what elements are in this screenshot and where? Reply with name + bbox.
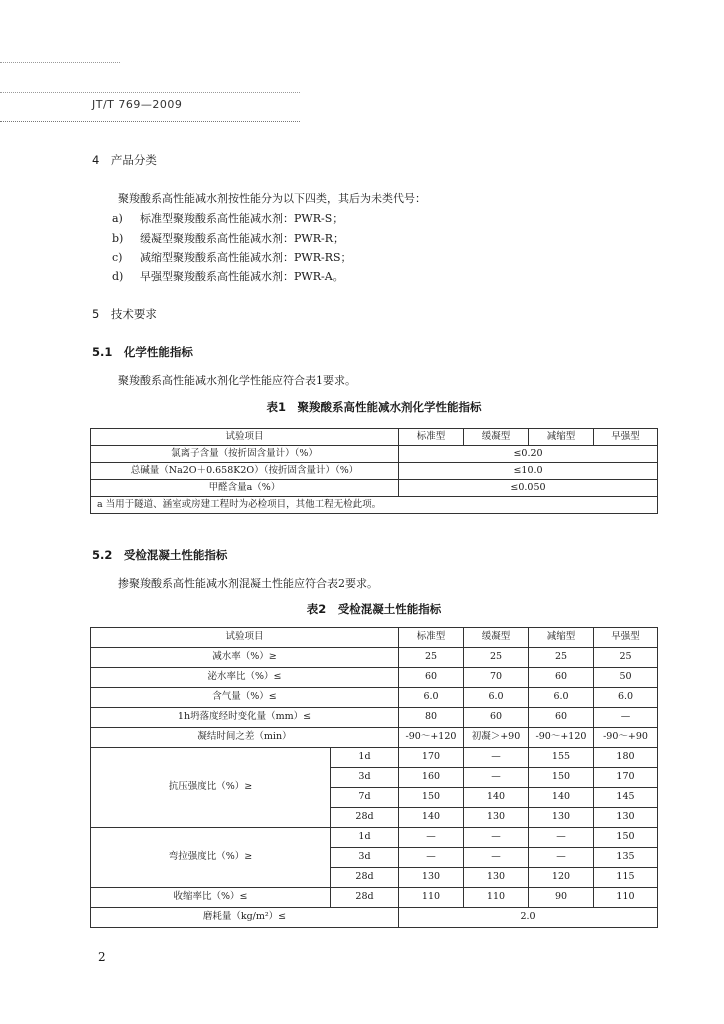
value-cell: 140 [464,788,529,808]
scan-artifact [0,92,300,93]
item-cell: 含气量（%）≤ [91,688,399,708]
value-cell: — [464,768,529,788]
item-cell: 总碱量（Na2O＋0.658K2O）（按折固含量计）（%） [91,463,399,480]
value-cell: — [464,848,529,868]
item-cell: 氯离子含量（按折固含量计）（%） [91,446,399,463]
table-row [91,668,658,688]
value-cell: 110 [399,888,464,908]
age-cell: 3d [331,768,399,788]
list-text: 标准型聚羧酸系高性能减水剂：PWR-S； [140,212,344,225]
list-text: 早强型聚羧酸系高性能减水剂：PWR-A。 [140,270,344,283]
header-cell: 减缩型 [529,628,594,648]
header-cell: 早强型 [594,429,658,446]
value-cell: 6.0 [594,688,658,708]
value-cell: -90～+120 [399,728,464,748]
value-cell: ≤0.050 [399,480,658,497]
table-row [91,828,658,848]
value-cell: -90～+120 [529,728,594,748]
list-text: 缓凝型聚羧酸系高性能减水剂：PWR-R； [140,232,344,245]
value-cell: 180 [594,748,658,768]
value-cell: 90 [529,888,594,908]
value-cell: 60 [464,708,529,728]
list-marker: a) [112,212,123,225]
page-number: 2 [98,950,106,964]
age-cell: 3d [331,848,399,868]
value-cell: 25 [399,648,464,668]
list-marker: c) [112,251,123,264]
value-cell: 130 [529,808,594,828]
value-cell: 150 [594,828,658,848]
table-row [91,480,658,497]
item-cell: 1h坍落度经时变化量（mm）≤ [91,708,399,728]
list-item [112,249,352,265]
table-row [91,728,658,748]
value-cell: 140 [399,808,464,828]
list-item [112,230,344,246]
table-header-row [91,628,658,648]
age-cell: 1d [331,828,399,848]
value-cell: — [399,828,464,848]
value-cell: 60 [529,708,594,728]
header-cell: 早强型 [594,628,658,648]
value-cell: — [464,748,529,768]
table-row [91,748,658,768]
group-label-cell: 弯拉强度比（%）≥ [91,828,331,888]
item-cell: 甲醛含量a（%） [91,480,399,497]
table-header-row [91,429,658,446]
value-cell: 135 [594,848,658,868]
age-cell: 7d [331,788,399,808]
age-cell: 28d [331,868,399,888]
value-cell: 120 [529,868,594,888]
table-row [91,708,658,728]
value-cell: 初凝＞+90 [464,728,529,748]
value-cell: 130 [464,868,529,888]
header-cell: 标准型 [399,429,464,446]
value-cell: 70 [464,668,529,688]
table-2-caption: 表2 受检混凝土性能指标 [306,602,442,616]
section-4-heading: 4 产品分类 [92,153,157,167]
table-1 [90,428,658,514]
value-cell: — [594,708,658,728]
age-cell: 1d [331,748,399,768]
value-cell: 50 [594,668,658,688]
item-cell: 凝结时间之差（min） [91,728,399,748]
value-cell: — [529,828,594,848]
value-cell: 115 [594,868,658,888]
value-cell: 60 [529,668,594,688]
list-text: 减缩型聚羧酸系高性能减水剂：PWR-RS； [140,251,352,264]
value-cell: 150 [399,788,464,808]
value-cell: 130 [464,808,529,828]
section-5-2-text: 掺聚羧酸系高性能减水剂混凝土性能应符合表2要求。 [118,577,378,590]
header-rule [0,121,300,122]
table-row [91,648,658,668]
value-cell: 170 [399,748,464,768]
value-cell: — [399,848,464,868]
table-row [91,888,658,908]
standard-number: JT/T 769—2009 [92,98,183,111]
header-cell: 试验项目 [91,429,399,446]
age-cell: 28d [331,808,399,828]
value-cell: 130 [399,868,464,888]
list-item [112,210,343,226]
list-item [112,268,344,284]
age-cell: 28d [331,888,399,908]
table-row [91,446,658,463]
value-cell: 25 [464,648,529,668]
item-cell: 磨耗量（kg/m²）≤ [91,908,399,928]
section-4-intro: 聚羧酸系高性能减水剂按性能分为以下四类，其后为未类代号： [118,192,426,205]
value-cell: ≤10.0 [399,463,658,480]
table-note: a 当用于隧道、涵室或房建工程时为必检项目，其他工程无检此项。 [91,497,658,514]
table-row [91,908,658,928]
scan-artifact [0,62,120,63]
value-cell: 80 [399,708,464,728]
value-cell: — [464,828,529,848]
header-cell: 缓凝型 [464,628,529,648]
value-cell: 160 [399,768,464,788]
table-note-row [91,497,658,514]
value-cell: -90～+90 [594,728,658,748]
value-cell: 110 [464,888,529,908]
item-cell: 减水率（%）≥ [91,648,399,668]
value-cell: 140 [529,788,594,808]
item-cell: 泌水率比（%）≤ [91,668,399,688]
table-1-caption: 表1 聚羧酸系高性能减水剂化学性能指标 [266,400,482,414]
header-cell: 缓凝型 [464,429,529,446]
section-5-1-text: 聚羧酸系高性能减水剂化学性能应符合表1要求。 [118,374,356,387]
value-cell: ≤0.20 [399,446,658,463]
value-cell: 60 [399,668,464,688]
group-label-cell: 抗压强度比（%）≥ [91,748,331,828]
header-cell: 减缩型 [529,429,594,446]
table-row [91,688,658,708]
value-cell: 155 [529,748,594,768]
section-5-heading: 5 技术要求 [92,307,157,321]
value-cell: 6.0 [464,688,529,708]
value-cell: 2.0 [399,908,658,928]
value-cell: 25 [529,648,594,668]
value-cell: 145 [594,788,658,808]
value-cell: 6.0 [399,688,464,708]
section-5-2-heading: 5.2 受检混凝土性能指标 [92,548,228,562]
section-5-1-heading: 5.1 化学性能指标 [92,345,193,359]
list-marker: b) [112,232,124,245]
table-2 [90,627,658,928]
list-marker: d) [112,270,124,283]
item-cell: 收缩率比（%）≤ [91,888,331,908]
value-cell: 150 [529,768,594,788]
header-cell: 试验项目 [91,628,399,648]
value-cell: 130 [594,808,658,828]
table-row [91,463,658,480]
value-cell: 6.0 [529,688,594,708]
value-cell: 110 [594,888,658,908]
value-cell: 25 [594,648,658,668]
value-cell: 170 [594,768,658,788]
header-cell: 标准型 [399,628,464,648]
value-cell: — [529,848,594,868]
